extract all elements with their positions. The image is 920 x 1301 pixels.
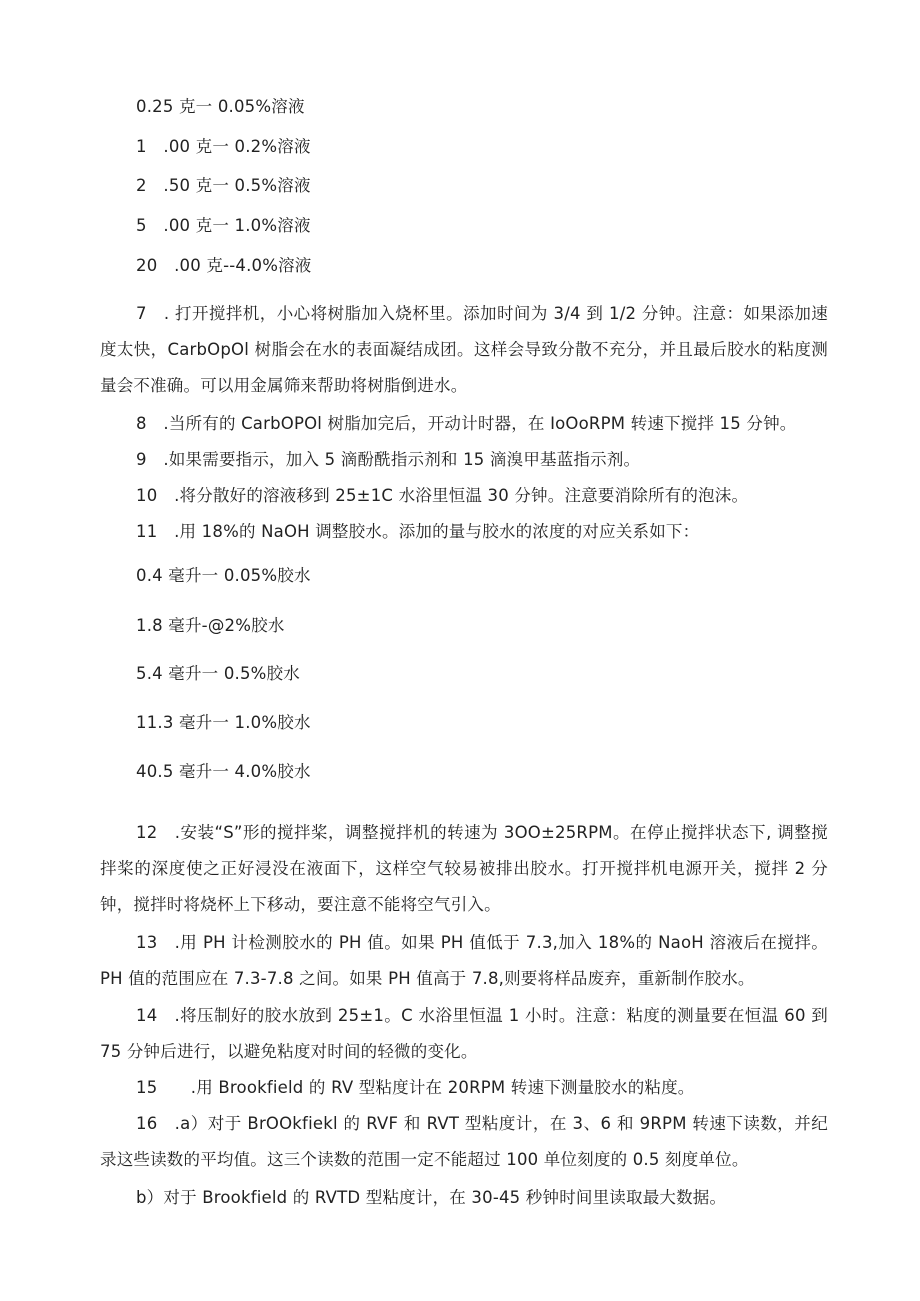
solution-item: 1 .00 克一 0.2%溶液 xyxy=(136,137,311,156)
solution-item: 2 .50 克一 0.5%溶液 xyxy=(136,176,311,195)
step-7-paragraph: 7 . 打开搅拌机，小心将树脂加入烧杯里。添加时间为 3/4 到 1/2 分钟。注意：如果添加速度太快，CarbOpOl 树脂会在水的表面凝结成团。这样会导致分散不充分，并且最后胶水的粘度测量会不准确。可以用金属筛来帮助将树脂倒进水。 xyxy=(100,304,828,395)
step-10-paragraph: 10 .将分散好的溶液移到 25±1C 水浴里恒温 30 分钟。注意要消除所有的泡沫。 xyxy=(136,486,749,505)
gel-item: 40.5 毫升一 4.0%胶水 xyxy=(136,762,311,781)
step-11-paragraph: 11 .用 18%的 NaOH 调整胶水。添加的量与胶水的浓度的对应关系如下： xyxy=(136,522,700,541)
gel-item: 1.8 毫升-@2%胶水 xyxy=(136,616,285,635)
gel-item: 5.4 毫升一 0.5%胶水 xyxy=(136,664,300,683)
step-16b-paragraph: b）对于 Brookfield 的 RVTD 型粘度计，在 30-45 秒钟时间里读取最大数据。 xyxy=(136,1188,727,1207)
step-13-paragraph: 13 .用 PH 计检测胶水的 PH 值。如果 PH 值低于 7.3,加入 18%的 NaoH 溶液后在搅拌。PH 值的范围应在 7.3-7.8 之间。如果 PH 值高于 7.8,则要将样品废弃，重新制作胶水。 xyxy=(100,933,828,988)
step-14-paragraph: 14 .将压制好的胶水放到 25±1。C 水浴里恒温 1 小时。注意：粘度的测量要在恒温 60 到 75 分钟后进行，以避免粘度对时间的轻微的变化。 xyxy=(100,1006,828,1061)
step-12-paragraph: 12 .安装“S”形的搅拌桨，调整搅拌机的转速为 3OO±25RPM。在停止搅拌状态下, 调整搅拌桨的深度使之正好浸没在液面下，这样空气较易被排出胶水。打开搅拌机电源开关，搅拌 2 分钟，搅拌时将烧杯上下移动，要注意不能将空气引入。 xyxy=(100,823,828,914)
gel-item: 0.4 毫升一 0.05%胶水 xyxy=(136,566,311,585)
gel-item: 11.3 毫升一 1.0%胶水 xyxy=(136,713,311,732)
solution-item: 5 .00 克一 1.0%溶液 xyxy=(136,216,311,235)
step-16-paragraph: 16 .a）对于 BrOOkfiekl 的 RVF 和 RVT 型粘度计，在 3、6 和 9RPM 转速下读数，并纪录这些读数的平均值。这三个读数的范围一定不能超过 100 单位刻度的 0.5 刻度单位。 xyxy=(100,1114,828,1169)
step-8-paragraph: 8 .当所有的 CarbOPOl 树脂加完后，开动计时器，在 IoOoRPM 转速下搅拌 15 分钟。 xyxy=(136,414,797,433)
solution-item: 0.25 克一 0.05%溶液 xyxy=(136,97,305,116)
step-15-paragraph: 15 .用 Brookfield 的 RV 型粘度计在 20RPM 转速下测量胶水的粘度。 xyxy=(136,1078,695,1097)
solution-item: 20 .00 克--4.0%溶液 xyxy=(136,256,312,275)
step-9-paragraph: 9 .如果需要指示，加入 5 滴酚酰指示剂和 15 滴溴甲基蓝指示剂。 xyxy=(136,450,641,469)
